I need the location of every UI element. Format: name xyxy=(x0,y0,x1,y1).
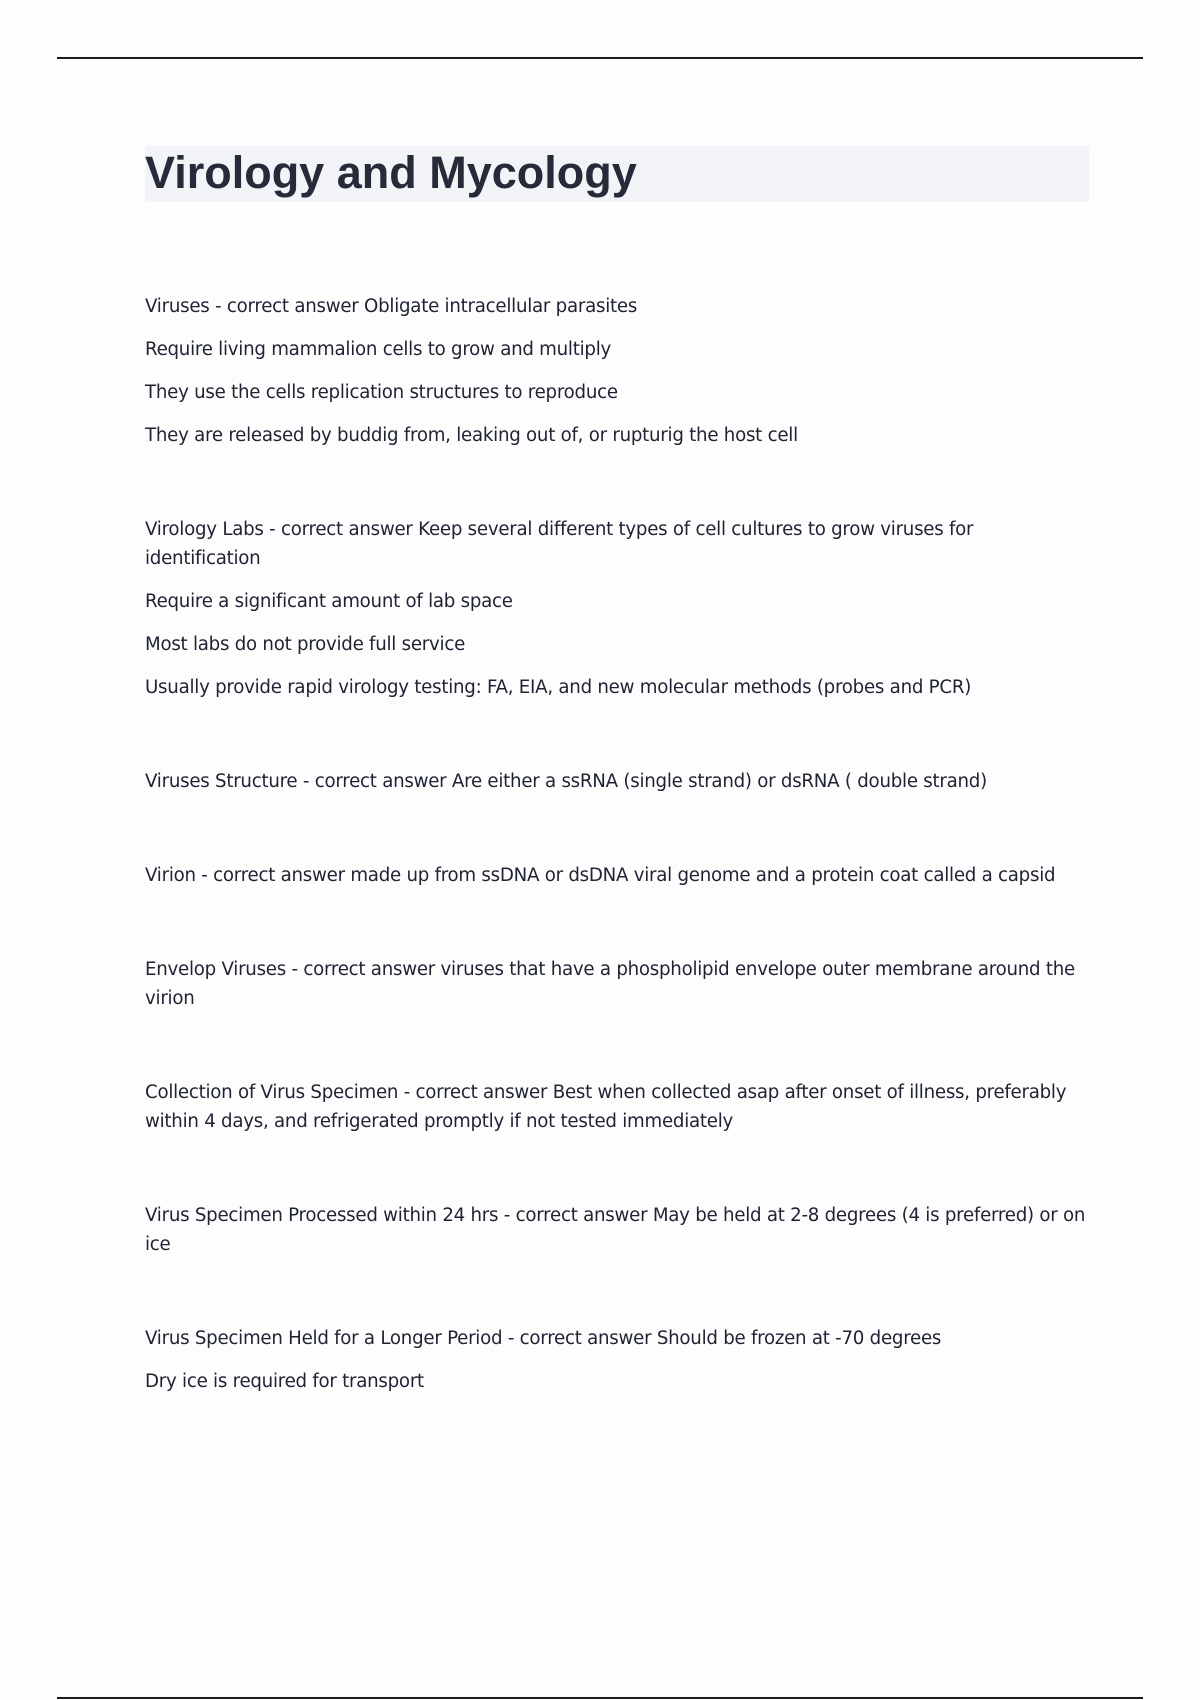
bottom-rule xyxy=(57,1697,1143,1699)
entry-viruses-structure xyxy=(145,767,1090,796)
page-title: Virology and Mycology xyxy=(145,147,637,198)
entry-line: Virus Specimen Processed within 24 hrs - correct answer May be held at 2-8 degrees (4 is preferred) or on ice xyxy=(145,1205,1086,1255)
entry-line: Viruses - correct answer Obligate intracellular parasites xyxy=(145,296,638,317)
entry-envelop-viruses xyxy=(145,955,1090,1013)
entry-specimen-held-longer xyxy=(145,1324,1090,1396)
entry-line: Require a significant amount of lab space xyxy=(145,591,513,612)
entry-line: Collection of Virus Specimen - correct answer Best when collected asap after onset of illness, preferably within 4 days, and refrigerated promptly if not tested immediately xyxy=(145,1082,1067,1132)
document-body xyxy=(145,292,1090,1461)
entry-viruses xyxy=(145,292,1090,450)
entry-line: Most labs do not provide full service xyxy=(145,634,466,655)
entry-line: Virus Specimen Held for a Longer Period - correct answer Should be frozen at -70 degrees xyxy=(145,1328,942,1349)
entry-line: They are released by buddig from, leaking out of, or rupturig the host cell xyxy=(145,425,798,446)
entry-collection-of-virus-specimen xyxy=(145,1078,1090,1136)
entry-virion xyxy=(145,861,1090,890)
entry-line: Virion - correct answer made up from ssDNA or dsDNA viral genome and a protein coat called a capsid xyxy=(145,865,1056,886)
entry-line: Require living mammalion cells to grow and multiply xyxy=(145,339,612,360)
entry-specimen-processed-24hrs xyxy=(145,1201,1090,1259)
entry-line: They use the cells replication structures to reproduce xyxy=(145,382,618,403)
entry-line: Viruses Structure - correct answer Are either a ssRNA (single strand) or dsRNA ( double strand) xyxy=(145,771,987,792)
entry-line: Envelop Viruses - correct answer viruses that have a phospholipid envelope outer membrane around the virion xyxy=(145,959,1075,1009)
top-rule xyxy=(57,57,1143,59)
entry-line: Dry ice is required for transport xyxy=(145,1371,424,1392)
entry-virology-labs xyxy=(145,515,1090,702)
entry-line: Virology Labs - correct answer Keep several different types of cell cultures to grow viruses for identification xyxy=(145,519,974,569)
entry-line: Usually provide rapid virology testing: FA, EIA, and new molecular methods (probes and PCR) xyxy=(145,677,972,698)
